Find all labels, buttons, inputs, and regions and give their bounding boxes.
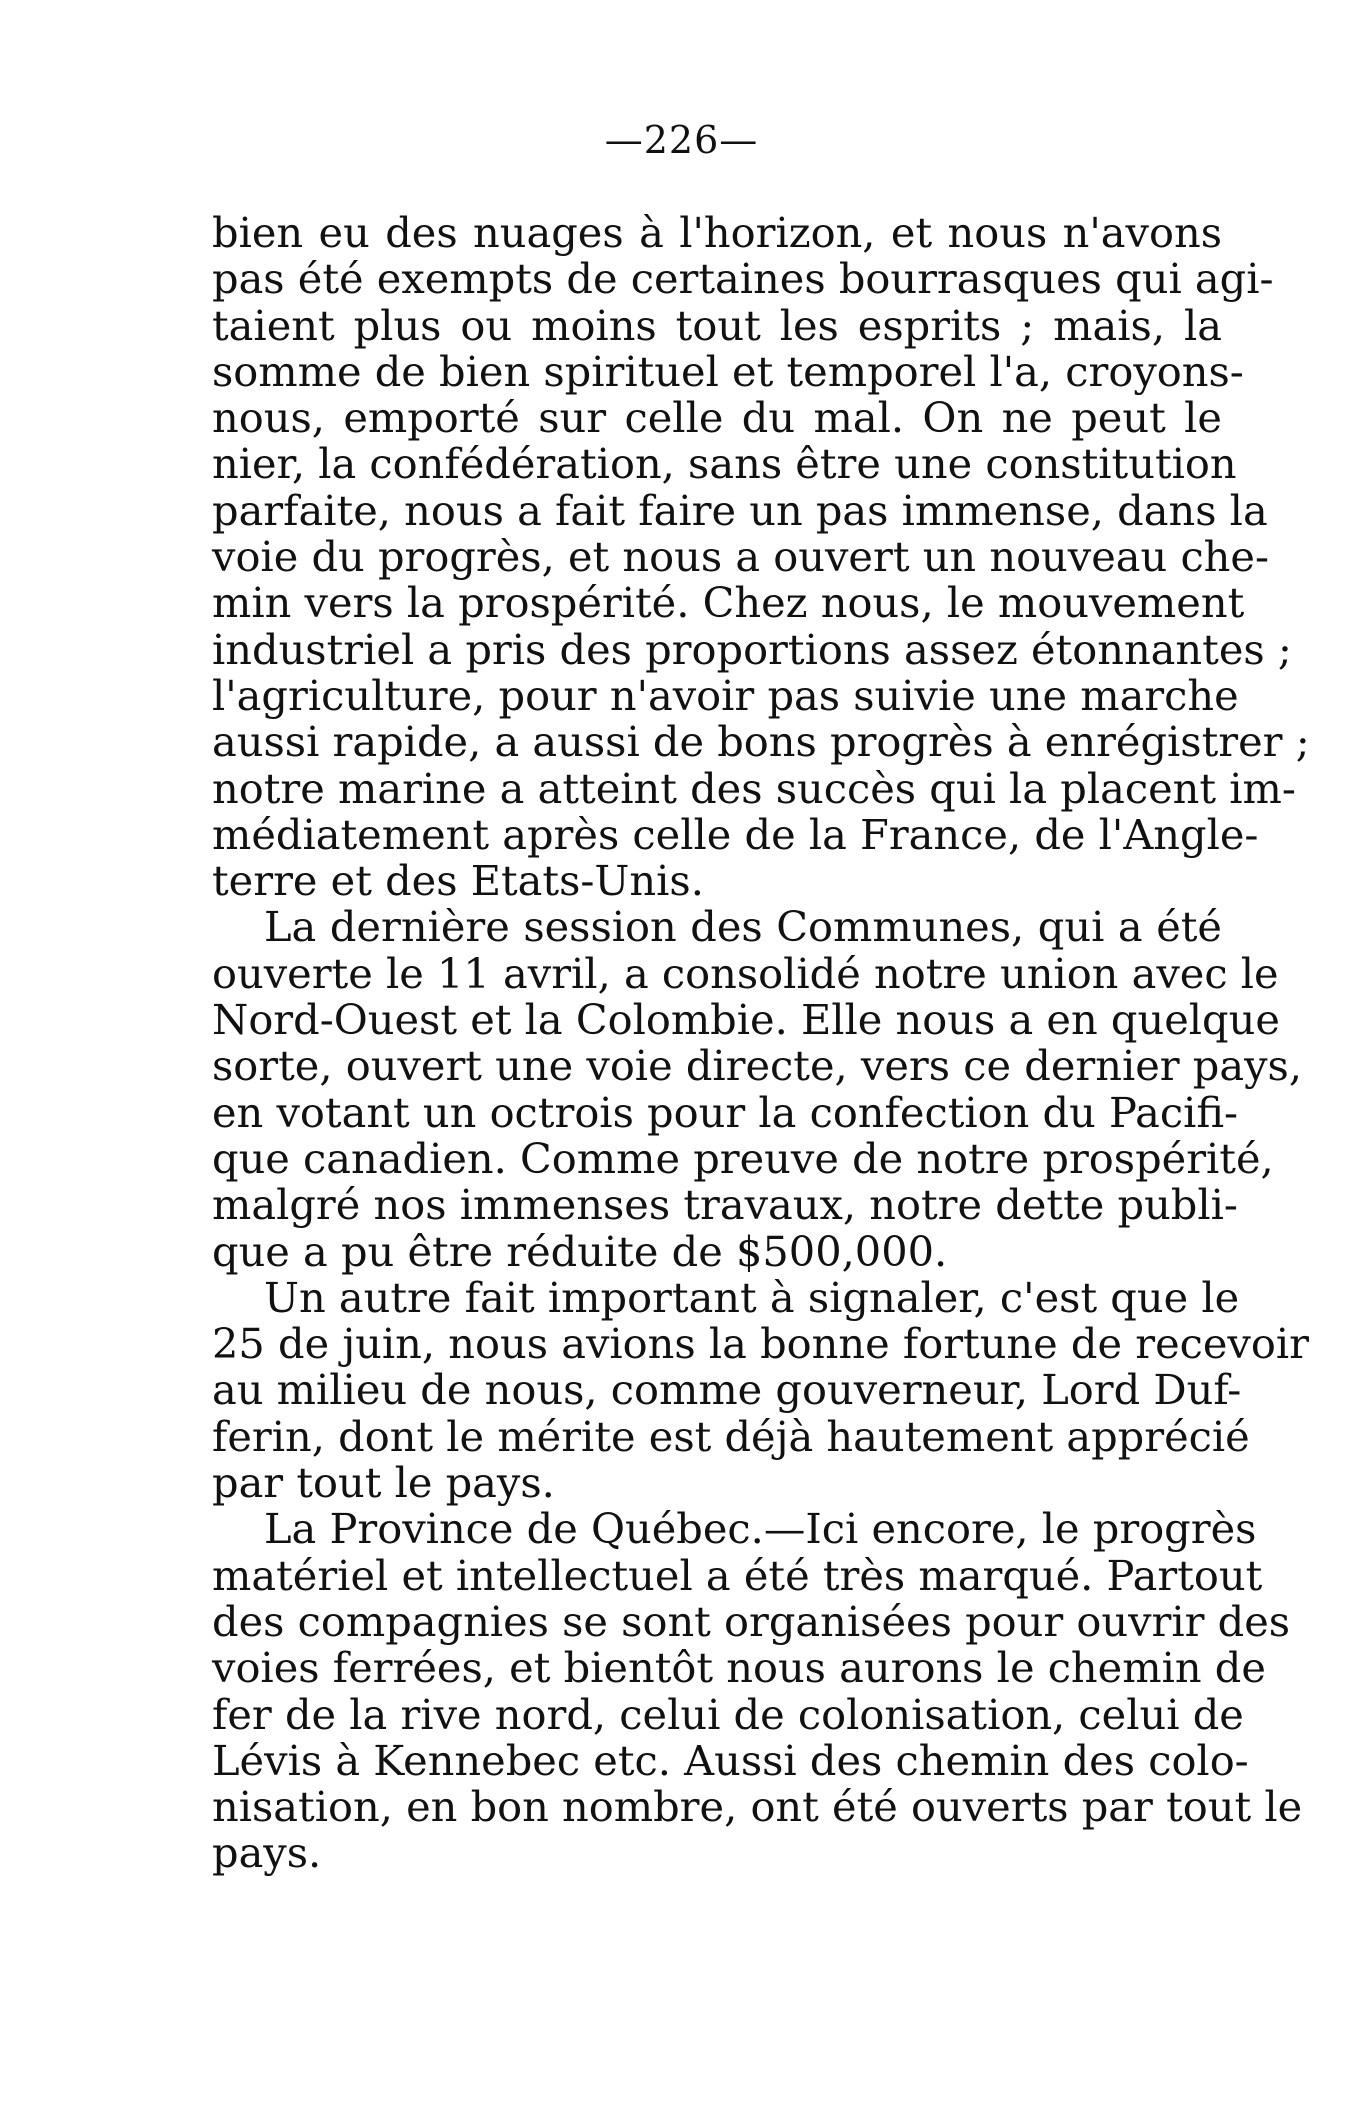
text-line: Nord-Ouest et la Colombie. Elle nous a en quelque [212, 995, 1280, 1045]
text-line: sorte, ouvert une voie directe, vers ce dernier pays, [212, 1041, 1303, 1091]
text-line: Lévis à Kennebec etc. Aussi des chemin des colo- [212, 1735, 1249, 1785]
text-line: ferin, dont le mérite est déjà hautement apprécié [212, 1411, 1250, 1461]
text-line: pays. [212, 1828, 322, 1878]
text-line: des compagnies se sont organisées pour ouvrir des [212, 1596, 1291, 1646]
text-line: La dernière session des Communes, qui a été [264, 902, 1222, 952]
text-line: 25 de juin, nous avions la bonne fortune de recevoir [212, 1319, 1309, 1369]
text-line: l'agriculture, pour n'avoir pas suivie une marche [212, 670, 1239, 720]
text-line: fer de la rive nord, celui de colonisation, celui de [212, 1689, 1244, 1739]
text-line: ouverte le 11 avril, a consolidé notre union avec le [212, 948, 1279, 998]
text-line: nier, la confédération, sans être une constitution [212, 439, 1237, 489]
text-line: nous, emporté sur celle du mal. On ne peut le [212, 393, 1222, 443]
text-line: aussi rapide, a aussi de bons progrès à enrégistrer ; [212, 717, 1310, 767]
text-line: taient plus ou moins tout les esprits ; mais, la [212, 300, 1222, 350]
text-line: La Province de Québec.—Ici encore, le progrès [264, 1504, 1257, 1554]
body-text [212, 208, 1310, 1878]
text-line: terre et des Etats-Unis. [212, 856, 704, 906]
text-line: par tout le pays. [212, 1458, 555, 1508]
text-line: en votant un octrois pour la confection du Pacifi- [212, 1087, 1239, 1137]
text-line: pas été exempts de certaines bourrasques qui agi- [212, 254, 1274, 304]
text-line: notre marine a atteint des succès qui la placent im- [212, 763, 1296, 813]
text-line: que a pu être réduite de $500,000. [212, 1226, 948, 1276]
text-line: Un autre fait important à signaler, c'est que le [264, 1272, 1240, 1322]
text-line: médiatement après celle de la France, de l'Angle- [212, 809, 1259, 859]
text-line: malgré nos immenses travaux, notre dette publi- [212, 1180, 1238, 1230]
text-line: min vers la prospérité. Chez nous, le mouvement [212, 578, 1245, 628]
text-line: voie du progrès, et nous a ouvert un nouveau che- [212, 532, 1269, 582]
page-number: —226— [604, 118, 759, 162]
text-line: industriel a pris des proportions assez étonnantes ; [212, 624, 1292, 674]
text-line: parfaite, nous a fait faire un pas immense, dans la [212, 485, 1268, 535]
text-line: bien eu des nuages à l'horizon, et nous n'avons [212, 208, 1222, 257]
text-line: matériel et intellectuel a été très marqué. Partout [212, 1550, 1263, 1600]
text-line: au milieu de nous, comme gouverneur, Lord Duf- [212, 1365, 1242, 1415]
text-line: que canadien. Comme preuve de notre prospérité, [212, 1133, 1274, 1183]
text-line: somme de bien spirituel et temporel l'a, croyons- [212, 346, 1244, 396]
text-line: voies ferrées, et bientôt nous aurons le chemin de [212, 1643, 1266, 1693]
text-line: nisation, en bon nombre, ont été ouverts par tout le [212, 1782, 1303, 1832]
